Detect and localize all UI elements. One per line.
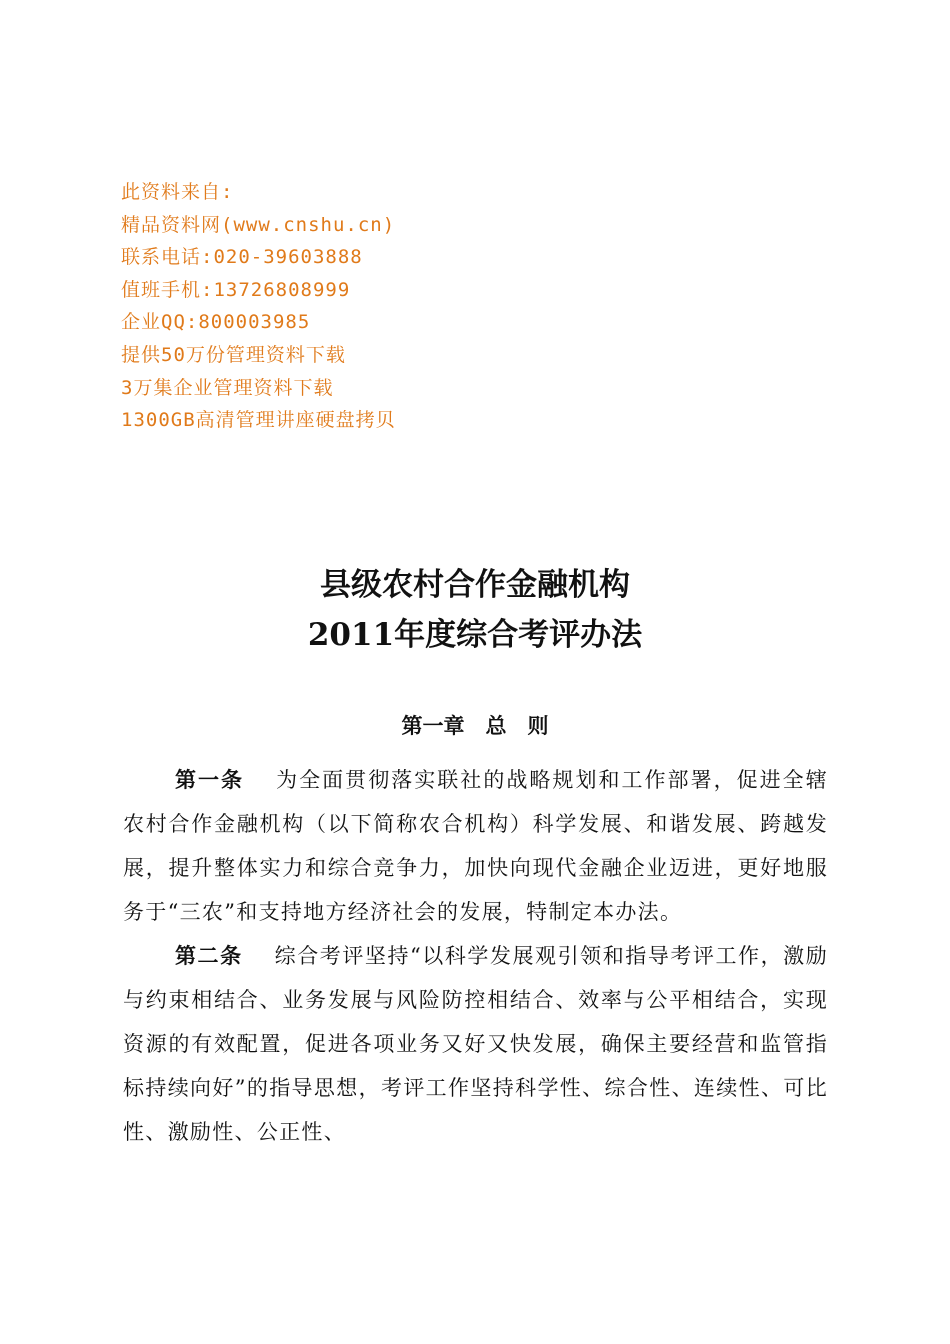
promo-line-website: 精品资料网(www.cnshu.cn) [121,213,396,236]
promo-line-qq: 企业QQ:800003985 [121,311,311,334]
promo-line-offer-3: 1300GB高清管理讲座硬盘拷贝 [121,409,396,432]
article-label: 第一条 [175,768,245,792]
source-promo-block [121,176,396,437]
article-paragraph [123,934,828,1154]
promo-line-offer-1: 提供50万份管理资料下载 [121,343,346,366]
promo-line-offer-2: 3万集企业管理资料下载 [121,376,334,399]
article-text: 综合考评坚持“以科学发展观引领和指导考评工作，激励与约束相结合、业务发展与风险防控相结合、效率与公平相结合，实现资源的有效配置，促进各项业务又好又快发展，确保主要经营和监管指标持续向好”的指导思想，考评工作坚持科学性、综合性、连续性、可比性、激励性、公正性、 [123,944,829,1144]
document-body [123,758,828,1154]
promo-line-mobile: 值班手机:13726808999 [121,278,351,301]
article-text: 为全面贯彻落实联社的战略规划和工作部署，促进全辖农村合作金融机构（以下简称农合机构）科学发展、和谐发展、跨越发展，提升整体实力和综合竞争力，加快向现代金融企业迈进，更好地服务于“三农”和支持地方经济社会的发展，特制定本办法。 [123,768,829,924]
article-label: 第二条 [175,944,243,968]
promo-line-source: 此资料来自: [121,181,234,203]
document-title-line-1: 县级农村合作金融机构 [320,567,630,603]
promo-line-phone: 联系电话:020-39603888 [121,246,363,269]
chapter-heading: 第一章 总 则 [401,714,549,738]
article-paragraph [123,758,828,934]
document-title-line-2: 2011年度综合考评办法 [307,617,643,653]
document-title [0,560,950,660]
